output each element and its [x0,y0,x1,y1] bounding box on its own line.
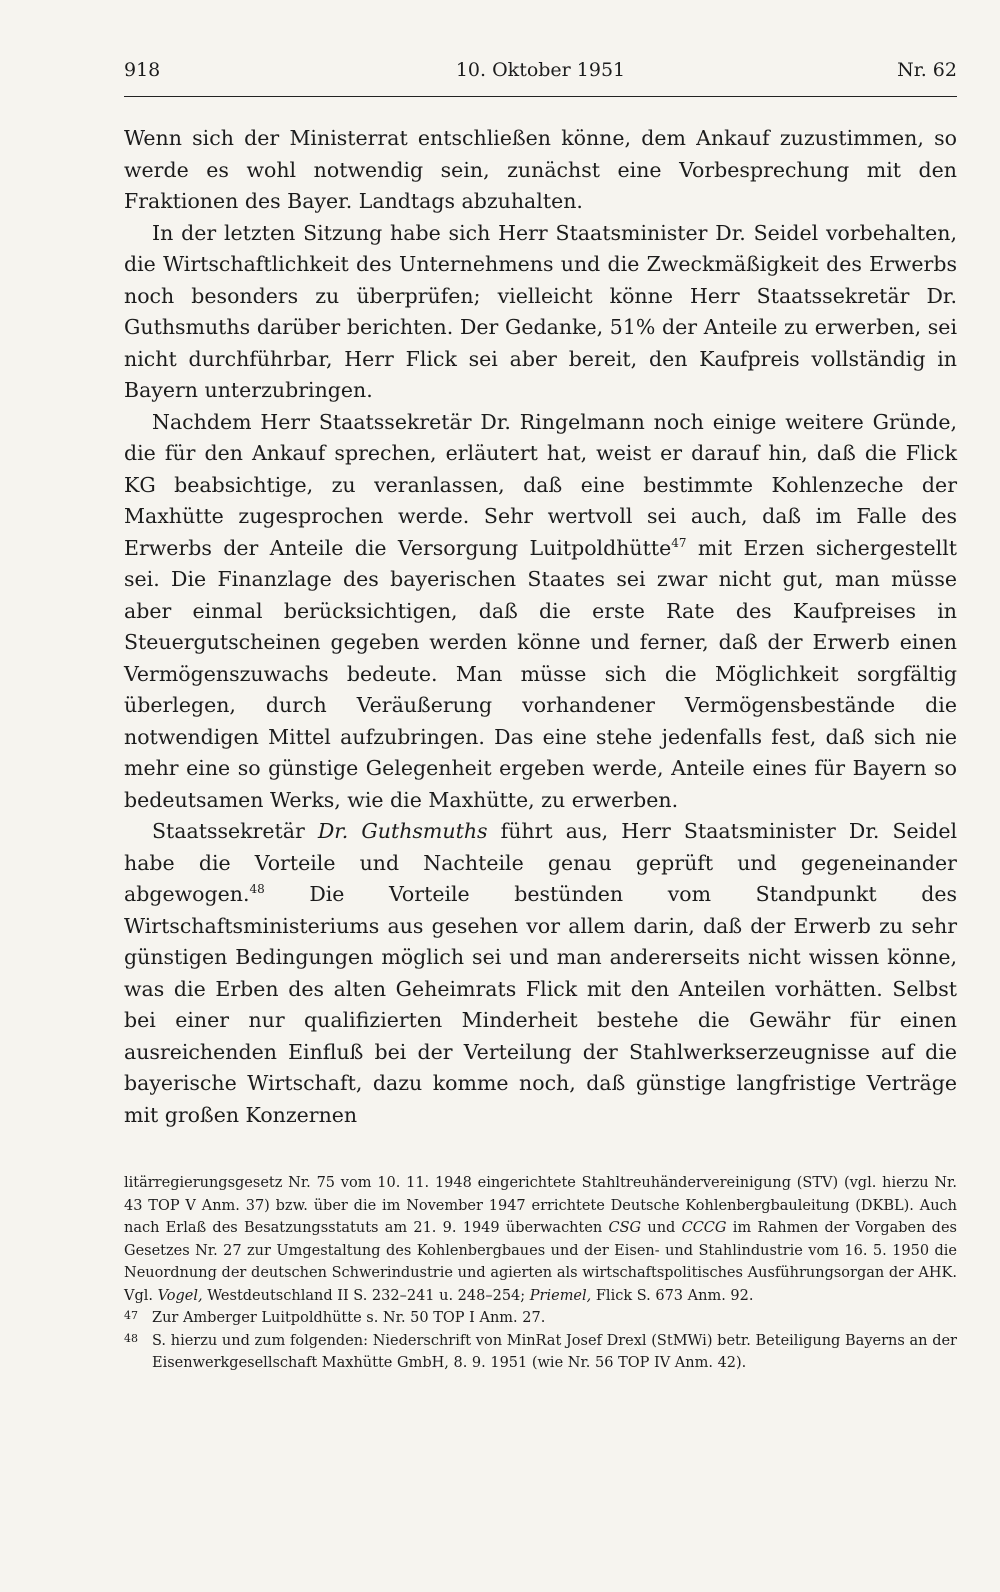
footnote-number: 48 [124,1331,138,1345]
running-header [124,59,957,91]
issue-number: Nr. 62 [897,59,957,81]
footnote-text: S. hierzu und zum folgenden: Niederschrift von MinRat Josef Drexl (StMWi) betr. Beteiligung Bayerns an der Eisenwerkgesellschaft Maxhütte GmbH, 8. 9. 1951 (wie Nr. 56 TOP IV Anm. 42). [152,1332,957,1371]
footnote-47 [124,1307,957,1330]
text-run: Die Vorteile bestünden vom Standpunkt des Wirtschaftsministeriums aus gesehen vor allem darin, daß der Erwerb zu sehr günstigen Bedingungen möglich sei und man andererseits nicht wissen könne, was die Erben des alten Geheimrats Flick mit den Anteilen vorhätten. Selbst bei einer nur qualifizierten Minderheit bestehe die Gewähr für einen ausreichenden Einfluß bei der Verteilung der Stahlwerkserzeugnisse auf die bayerische Wirtschaft, dazu komme noch, daß günstige langfristige Verträge mit großen Konzernen [124,882,957,1127]
footnote-text: Zur Amberger Luitpoldhütte s. Nr. 50 TOP I Anm. 27. [152,1310,546,1326]
paragraph: In der letzten Sitzung habe sich Herr Staatsminister Dr. Seidel vorbehalten, die Wirtschaftlichkeit des Unternehmens und die Zweckmäßigkeit des Erwerbs noch besonders zu überprüfen; vielleicht könne Herr Staatssekretär Dr. Guthsmuths darüber berichten. Der Gedanke, 51% der Anteile zu erwerben, sei nicht durchführbar, Herr Flick sei aber bereit, den Kaufpreis vollständig in Bayern unterzubringen. [124,220,957,402]
text-run: Staatssekretär [152,819,318,843]
paragraph [124,407,957,817]
header-rule [124,96,957,97]
citation-author: Vogel, [157,1287,203,1304]
page-number: 918 [124,59,161,81]
body-text [124,123,957,1131]
speaker-name: Dr. Guthsmuths [317,819,488,843]
text-run: Flick S. 673 Anm. 92. [591,1287,754,1304]
text-run: CCCG [681,1220,727,1236]
paragraph: Wenn sich der Ministerrat entschließen könne, dem Ankauf zuzustimmen, so werde es wohl notwendig sein, zunächst eine Vorbesprechung mit den Fraktionen des Bayer. Landtags abzuhalten. [124,126,957,213]
text-run: mit Erzen sichergestellt sei. Die Finanzlage des bayerischen Staates sei zwar nicht gut, man müsse aber einmal berücksichtigen, daß die erste Rate des Kaufpreises in Steuergutscheinen gegeben werden könne und ferner, daß der Erwerb einen Vermögenszuwachs bedeute. Man müsse sich die Möglichkeit sorgfältig überlegen, durch Veräußerung vorhandener Vermögensbestände die notwendigen Mittel aufzubringen. Das eine stehe jedenfalls fest, daß sich nie mehr eine so günstige Gelegenheit ergeben werde, Anteile eines für Bayern so bedeutsamen Werks, wie die Maxhütte, zu erwerben. [124,535,958,812]
text-run: führt aus, Herr Staatsminister Dr. Seidel habe die Vorteile und Nachteile genau geprüft und gegeneinander abgewogen. [124,819,958,906]
footnotes [124,1172,957,1375]
footnote-number: 47 [124,1309,138,1322]
footnote-ref[interactable]: 48 [249,882,265,897]
footnote-ref[interactable]: 47 [671,535,687,550]
paragraph [124,816,957,1131]
text-run: Westdeutschland II S. 232–241 u. 248–254; [202,1287,530,1304]
text-run: CSG [608,1220,642,1236]
text-run: litärregierungsgesetz Nr. 75 vom 10. 11. 1948 eingerichtete Stahltreuhändervereinigung (STV) (vgl. hierzu Nr. 43 TOP V Anm. 37) bzw. über die im November 1947 errichtete Deutsche Kohlenbergbauleitung (DKBL). Auch nach Erlaß des Besatzungsstatuts am 21. 9. 1949 überwachten [124,1175,957,1236]
footnote-continuation [124,1172,957,1307]
citation-author: Priemel, [529,1287,592,1304]
text-run: Nachdem Herr Staatssekretär Dr. Ringelmann noch einige weitere Gründe, die für den Ankauf sprechen, erläutert hat, weist er darauf hin, daß die Flick KG beabsichtige, zu veranlassen, daß eine bestimmte Kohlenzeche der Maxhütte zugesprochen werde. Sehr wertvoll sei auch, daß im Falle des Erwerbs der Anteile die Versorgung Luitpoldhütte [124,409,957,560]
header-date: 10. Oktober 1951 [455,59,626,81]
text-run: und [641,1220,682,1236]
footnote-48 [124,1330,957,1375]
text-run: im Rahmen der Vorgaben des Gesetzes Nr. 27 zur Umgestaltung des Kohlenbergbaues und der Eisen- und Stahlindustrie vom 16. 5. 1950 die Neuordnung der deutschen Schwerindustrie und agierten als wirtschaftspolitisches Ausführungsorgan der AHK. Vgl. [124,1220,957,1304]
